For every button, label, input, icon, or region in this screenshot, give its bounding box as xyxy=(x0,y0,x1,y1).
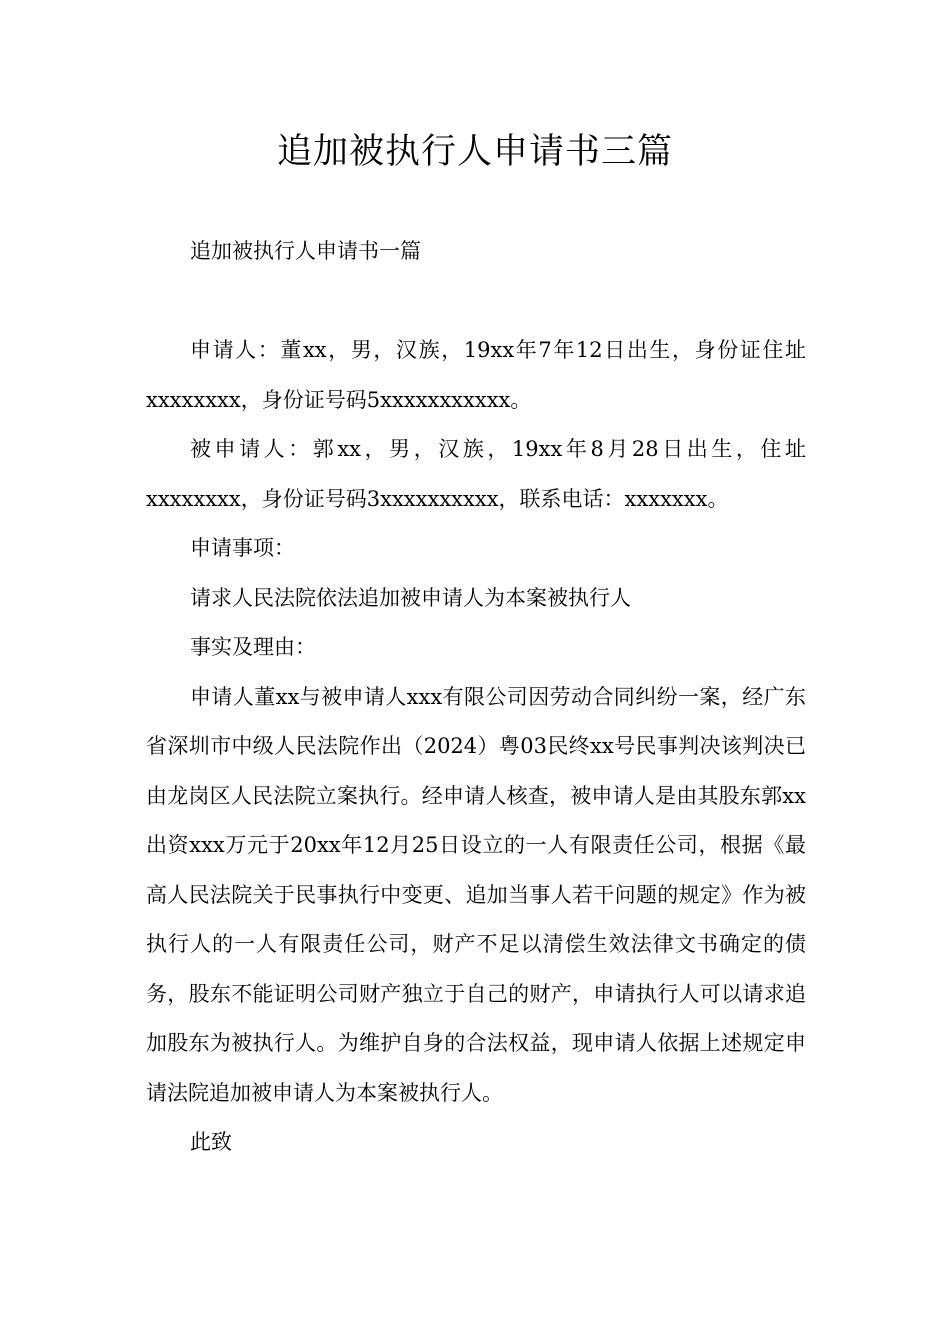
respondent-paragraph: 被申请人：郭xx，男，汉族，19xx年8月28日出生，住址xxxxxxxx，身份证号码3xxxxxxxxxx，联系电话：xxxxxxx。 xyxy=(146,437,806,511)
facts-paragraph: 申请人董xx与被申请人xxx有限公司因劳动合同纠纷一案，经广东省深圳市中级人民法院作出（2024）粤03民终xx号民事判决该判决已由龙岗区人民法院立案执行。经申请人核查，被申请人是由其股东郭xx出资xxx万元于20xx年12月25日设立的一人有限责任公司，根据《最高人民法院关于民事执行中变更、追加当事人若干问题的规定》作为被执行人的一人有限责任公司，财产不足以清偿生效法律文书确定的债务，股东不能证明公司财产独立于自己的财产，申请执行人可以请求追加股东为被执行人。为维护自身的合法权益，现申请人依据上述规定申请法院追加被申请人为本案被执行人。 xyxy=(146,684,806,1105)
request-heading: 申请事项： xyxy=(190,536,295,560)
facts-heading: 事实及理由： xyxy=(190,635,316,659)
closing-text: 此致 xyxy=(190,1130,232,1154)
request-paragraph: 请求人民法院依法追加被申请人为本案被执行人 xyxy=(190,585,631,610)
document-title: 追加被执行人申请书三篇 xyxy=(276,132,673,172)
applicant-paragraph: 申请人：董xx，男，汉族，19xx年7年12日出生，身份证住址xxxxxxxx，身份证号码5xxxxxxxxxxx。 xyxy=(146,338,806,412)
document-body xyxy=(146,326,806,1168)
section-heading: 追加被执行人申请书一篇 xyxy=(190,239,421,263)
